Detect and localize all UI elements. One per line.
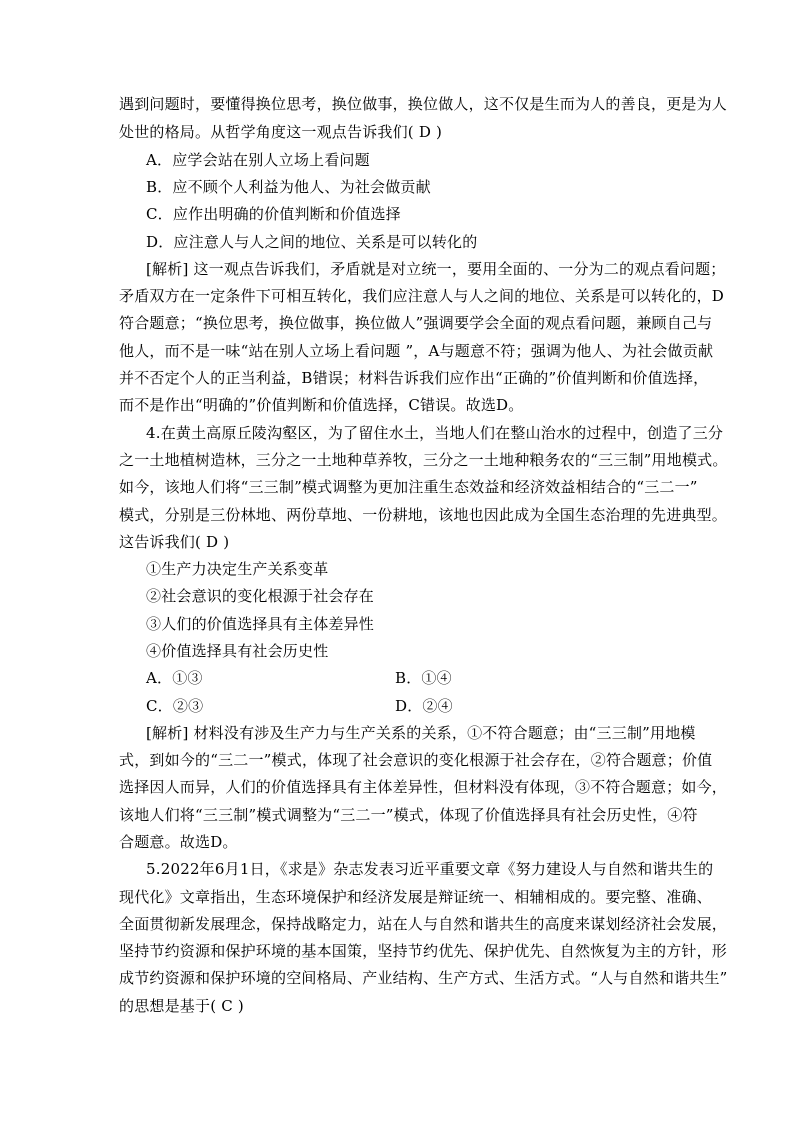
q3-stem-line: 遇到问题时，要懂得换位思考，换位做事，换位做人，这不仅是生而为人的善良，更是为人 — [119, 95, 728, 113]
q3-analysis-line: 矛盾双方在一定条件下可相互转化，我们应注意人与人之间的地位、关系是可以转化的，D — [119, 287, 725, 305]
q4-stem-line: 模式，分别是三份林地、两份草地、一份耕地，该地也因此成为全国生态治理的先进典型。 — [119, 506, 728, 524]
q3-option-a: A．应学会站在别人立场上看问题 — [146, 151, 370, 169]
q4-statement-3: ③人们的价值选择具有主体差异性 — [146, 615, 375, 633]
q4-stem-line: 如今，该地人们将“三三制”模式调整为更加注重生态效益和经济效益相结合的“三二一” — [119, 478, 698, 496]
q3-stem-line: 处世的格局。从哲学角度这一观点告诉我们( D ) — [119, 123, 443, 141]
q5-stem-line: 坚持节约资源和保护环境的基本国策，坚持节约优先、保护优先、自然恢复为主的方针，形 — [119, 942, 728, 960]
q5-stem-line: 5.2022年6月1日，《求是》杂志发表习近平重要文章《努力建设人与自然和谐共生的 — [146, 860, 714, 878]
q4-statement-2: ②社会意识的变化根源于社会存在 — [146, 587, 375, 605]
q5-stem-line: 现代化》文章指出，生态环境保护和经济发展是辩证统一、相辅相成的。要完整、准确、 — [119, 888, 712, 906]
q4-option-b: B．①④ — [395, 669, 452, 687]
q4-analysis-line: 式，到如今的“三二一”模式，体现了社会意识的变化根源于社会存在，②符合题意；价值 — [119, 751, 713, 769]
q5-stem-line: 全面贯彻新发展理念，保持战略定力，站在人与自然和谐共生的高度来谋划经济社会发展， — [119, 915, 728, 933]
q4-analysis-line: [解析] 材料没有涉及生产力与生产关系的关系，①不符合题意；由“三三制”用地模 — [146, 724, 696, 742]
q4-statement-1: ①生产力决定生产关系变革 — [146, 560, 329, 578]
q4-statement-4: ④价值选择具有社会历史性 — [146, 642, 329, 660]
q3-option-c: C．应作出明确的价值判断和价值选择 — [146, 205, 401, 223]
q4-option-a: A．①③ — [146, 669, 203, 687]
q3-analysis-line: 符合题意；“换位思考，换位做事，换位做人”强调要学会全面的观点看问题，兼顾自己与 — [119, 314, 713, 332]
q4-analysis-line: 合题意。故选D。 — [119, 833, 238, 851]
q4-analysis-line: 该地人们将“三三制”模式调整为“三二一”模式，体现了价值选择具有社会历史性，④符 — [119, 806, 698, 824]
q4-option-c: C．②③ — [146, 697, 204, 715]
q4-stem-line: 之一土地植树造林，三分之一土地种草养牧，三分之一土地种粮务农的“三三制”用地模式。 — [119, 451, 728, 469]
q3-analysis-line: [解析] 这一观点告诉我们，矛盾就是对立统一，要用全面的、一分为二的观点看问题； — [146, 260, 726, 278]
q3-analysis-line: 并不否定个人的正当利益，B错误；材料告诉我们应作出“正确的”价值判断和价值选择， — [119, 369, 709, 387]
q3-analysis-line: 他人，而不是一味“站在别人立场上看问题 ”，A与题意不符；强调为他人、为社会做贡献 — [119, 342, 714, 360]
q4-analysis-line: 选择因人而异，人们的价值选择具有主体差异性，但材料没有体现，③不符合题意；如今， — [119, 778, 728, 796]
q3-analysis-line: 而不是作出“明确的”价值判断和价值选择，C错误。故选D。 — [119, 396, 524, 414]
q4-stem-line: 这告诉我们( D ) — [119, 533, 230, 551]
q3-option-b: B．应不顾个人利益为他人、为社会做贡献 — [146, 178, 431, 196]
q4-stem-line: 4.在黄土高原丘陵沟壑区，为了留住水土，当地人们在整山治水的过程中，创造了三分 — [146, 424, 724, 442]
q5-stem-line: 的思想是基于( C ) — [119, 997, 244, 1015]
q3-option-d: D．应注意人与人之间的地位、关系是可以转化的 — [146, 233, 478, 251]
q5-stem-line: 成节约资源和保护环境的空间格局、产业结构、生产方式、生活方式。“人与自然和谐共生” — [119, 969, 728, 987]
q4-option-d: D．②④ — [395, 697, 453, 715]
